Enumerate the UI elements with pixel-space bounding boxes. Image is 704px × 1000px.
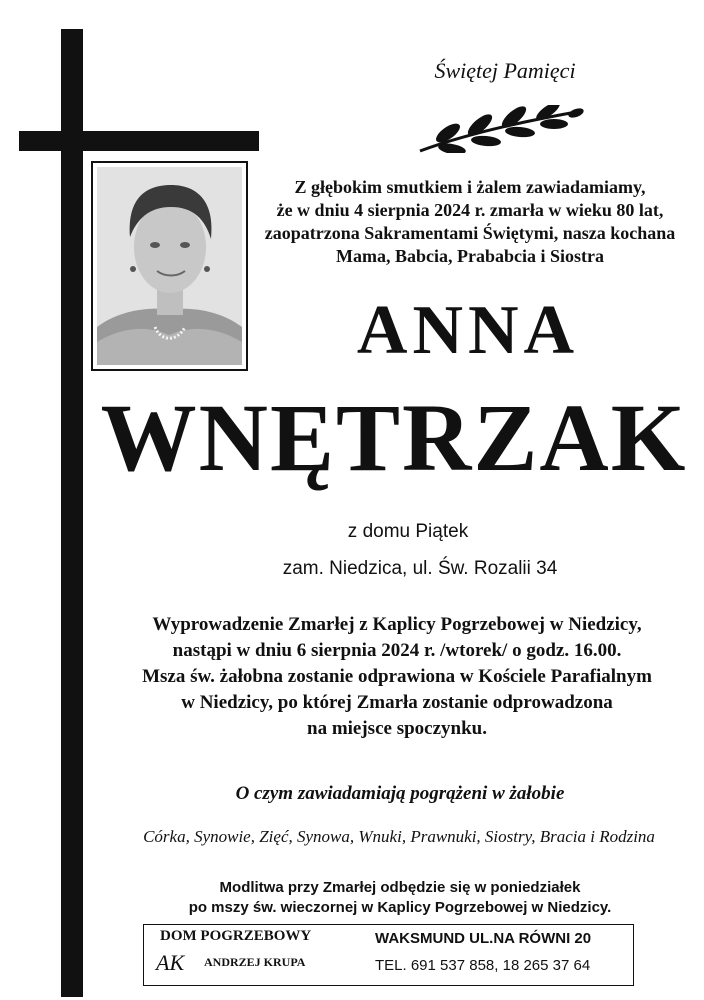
funeral-home-owner: ANDRZEJ KRUPA bbox=[204, 955, 306, 969]
funeral-home-logo: AK bbox=[156, 950, 185, 975]
funeral-line: Msza św. żałobna zostanie odprawiona w Kościele Parafialnym bbox=[142, 666, 652, 687]
intro-line: Mama, Babcia, Prababcia i Siostra bbox=[336, 246, 604, 266]
surname: WNĘTRZAK bbox=[100, 384, 688, 491]
heading: Świętej Pamięci bbox=[434, 58, 576, 83]
funeral-home-phone: TEL. 691 537 858, 18 265 37 64 bbox=[375, 957, 591, 974]
prayer-line: Modlitwa przy Zmarłej odbędzie się w poniedziałek bbox=[219, 879, 581, 896]
cross-icon bbox=[61, 29, 83, 997]
first-name: ANNA bbox=[356, 292, 580, 369]
prayer-notice bbox=[130, 878, 670, 918]
funeral-details bbox=[92, 612, 702, 742]
family-list: Córka, Synowie, Zięć, Synowa, Wnuki, Prawnuki, Siostry, Bracia i Rodzina bbox=[143, 827, 655, 846]
cross-icon-bar bbox=[19, 131, 259, 151]
prayer-line: po mszy św. wieczornej w Kaplicy Pogrzebowej w Niedzicy. bbox=[188, 899, 612, 916]
olive-branch-icon bbox=[418, 105, 584, 153]
intro-line: zaopatrzona Sakramentami Świętymi, nasza kochana bbox=[264, 223, 676, 243]
maiden-name: z domu Piątek bbox=[347, 521, 469, 542]
funeral-home-address: WAKSMUND UL.NA RÓWNI 20 bbox=[375, 930, 592, 947]
funeral-home-name: DOM POGRZEBOWY bbox=[160, 928, 312, 944]
funeral-line: w Niedzicy, po której Zmarła zostanie odprowadzona bbox=[181, 692, 613, 713]
residence-address: zam. Niedzica, ul. Św. Rozalii 34 bbox=[282, 558, 558, 579]
portrait-photo bbox=[97, 167, 242, 365]
funeral-line: Wyprowadzenie Zmarłej z Kaplicy Pogrzebowej w Niedzicy, bbox=[152, 614, 642, 635]
funeral-line: na miejsce spoczynku. bbox=[307, 718, 487, 739]
intro-line: że w dniu 4 sierpnia 2024 r. zmarła w wieku 80 lat, bbox=[276, 200, 664, 220]
intro-line: Z głębokim smutkiem i żalem zawiadamiamy, bbox=[294, 177, 646, 197]
funeral-line: nastąpi w dniu 6 sierpnia 2024 r. /wtorek/ o godz. 16.00. bbox=[172, 640, 622, 661]
mourners-title: O czym zawiadamiają pogrążeni w żałobie bbox=[235, 783, 565, 804]
intro-text bbox=[240, 176, 700, 268]
